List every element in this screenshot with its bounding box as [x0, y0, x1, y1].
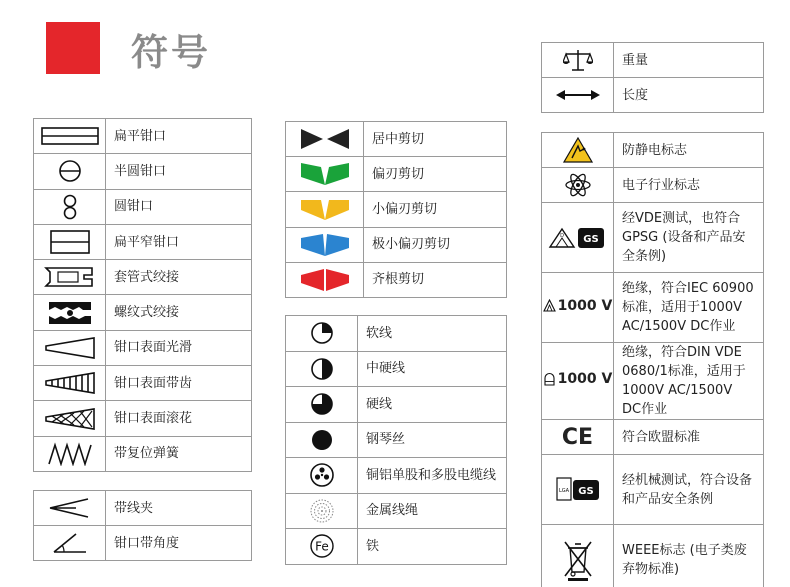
table-row — [34, 436, 252, 471]
center-cut-icon — [286, 122, 364, 157]
lga-gs-icon — [542, 455, 614, 525]
knurled-jaw-surface-icon — [34, 401, 106, 436]
table-row — [286, 122, 507, 157]
table-row — [286, 493, 507, 529]
vde-1000v-icon: 1000 V — [542, 343, 614, 420]
atom-icon — [542, 168, 614, 203]
bevel-cut-icon — [286, 157, 364, 192]
vde-gs-icon — [542, 203, 614, 273]
list-item-label: 钳口表面光滑 — [106, 330, 252, 365]
list-item-label: 重量 — [614, 43, 764, 78]
svg-text:GS: GS — [577, 485, 594, 497]
list-item-label: 电子行业标志 — [614, 168, 764, 203]
ce-mark-icon: CE — [542, 420, 614, 455]
half-round-jaw-icon — [34, 154, 106, 189]
table-row — [286, 387, 507, 423]
table-row — [34, 154, 252, 189]
clamp-table — [33, 490, 252, 561]
flat-jaw-icon — [34, 119, 106, 154]
list-item-label: 经VDE测试，也符合GPSG (设备和产品安全条例) — [614, 203, 764, 273]
certification-table — [541, 132, 764, 587]
table-row — [542, 203, 764, 273]
pliers-jaw-table — [33, 118, 252, 472]
stranded-cable-icon — [286, 458, 358, 494]
svg-text:GS: GS — [582, 233, 599, 245]
ferrule-crimp-icon — [34, 260, 106, 295]
iron-icon — [286, 529, 358, 565]
serrated-jaw-surface-icon — [34, 366, 106, 401]
return-spring-icon — [34, 436, 106, 471]
table-row — [286, 316, 507, 352]
thread-crimp-icon — [34, 295, 106, 330]
list-item-label: 齐根剪切 — [364, 262, 507, 297]
wire-type-table — [285, 315, 507, 565]
list-item-label: 硬线 — [358, 387, 507, 423]
list-item-label: 带线夹 — [106, 491, 252, 526]
table-row — [34, 491, 252, 526]
flat-narrow-jaw-icon — [34, 224, 106, 259]
list-item-label: 防静电标志 — [614, 133, 764, 168]
list-item-label: 钳口表面带齿 — [106, 366, 252, 401]
table-row — [34, 330, 252, 365]
table-row — [286, 227, 507, 262]
cutting-edge-table — [285, 121, 507, 298]
page-title: 符号 — [131, 31, 211, 74]
hard-wire-icon — [286, 387, 358, 423]
svg-text:LGA: LGA — [558, 487, 569, 494]
table-row — [542, 168, 764, 203]
list-item-label: 金属线绳 — [358, 493, 507, 529]
list-item-label: 带复位弹簧 — [106, 436, 252, 471]
list-item-label: 半圆钳口 — [106, 154, 252, 189]
table-row — [34, 119, 252, 154]
table-row — [286, 351, 507, 387]
table-row — [542, 133, 764, 168]
list-item-label: 螺纹式绞接 — [106, 295, 252, 330]
list-item-label: 居中剪切 — [364, 122, 507, 157]
list-item-label: 小偏刃剪切 — [364, 192, 507, 227]
table-row — [542, 43, 764, 78]
list-item-label: 圆钳口 — [106, 189, 252, 224]
table-row — [286, 422, 507, 458]
list-item-label: 长度 — [614, 78, 764, 113]
list-item-label: 钢琴丝 — [358, 422, 507, 458]
list-item-label: 钳口表面滚花 — [106, 401, 252, 436]
piano-wire-icon — [286, 422, 358, 458]
table-row — [286, 458, 507, 494]
table-row — [34, 526, 252, 561]
list-item-label: 软线 — [358, 316, 507, 352]
wire-rope-icon — [286, 493, 358, 529]
table-row — [34, 366, 252, 401]
table-row — [286, 192, 507, 227]
list-item-label: WEEE标志 (电子类废弃物标准) — [614, 525, 764, 587]
table-row — [34, 401, 252, 436]
list-item-label: 扁平窄钳口 — [106, 224, 252, 259]
table-row — [34, 295, 252, 330]
small-bevel-cut-icon — [286, 192, 364, 227]
list-item-label: 绝缘，符合DIN VDE 0680/1标准，适用于1000V AC/1500V DC作业 — [614, 343, 764, 420]
wire-clamp-icon — [34, 491, 106, 526]
list-item-label: 符合欧盟标准 — [614, 420, 764, 455]
medium-hard-wire-icon — [286, 351, 358, 387]
table-row — [286, 529, 507, 565]
smooth-jaw-surface-icon — [34, 330, 106, 365]
weee-bin-icon — [542, 525, 614, 587]
table-row — [34, 260, 252, 295]
esd-warning-icon — [542, 133, 614, 168]
table-row — [34, 189, 252, 224]
insulated-1000v-icon: 1000 V — [542, 273, 614, 343]
list-item-label: 绝缘，符合IEC 60900标准，适用于1000V AC/1500V DC作业 — [614, 273, 764, 343]
mini-bevel-cut-icon — [286, 227, 364, 262]
svg-text:Fe: Fe — [314, 539, 329, 554]
list-item-label: 中硬线 — [358, 351, 507, 387]
table-row — [542, 455, 764, 525]
svg-text:D: D — [559, 232, 564, 239]
list-item-label: 铁 — [358, 529, 507, 565]
list-item-label: 套管式绞接 — [106, 260, 252, 295]
list-item-label: 钳口带角度 — [106, 526, 252, 561]
soft-wire-icon — [286, 316, 358, 352]
table-row — [542, 525, 764, 587]
table-row — [286, 262, 507, 297]
table-row — [542, 78, 764, 113]
list-item-label: 经机械测试，符合设备和产品安全条例 — [614, 455, 764, 525]
list-item-label: 扁平钳口 — [106, 119, 252, 154]
scale-icon — [542, 43, 614, 78]
table-row — [542, 343, 764, 420]
list-item-label: 偏刃剪切 — [364, 157, 507, 192]
flush-cut-icon — [286, 262, 364, 297]
list-item-label: 铜铝单股和多股电缆线 — [358, 458, 507, 494]
measure-table — [541, 42, 764, 113]
angled-jaw-icon — [34, 526, 106, 561]
table-row — [286, 157, 507, 192]
table-row — [542, 273, 764, 343]
table-row — [542, 420, 764, 455]
list-item-label: 极小偏刃剪切 — [364, 227, 507, 262]
round-jaw-icon — [34, 189, 106, 224]
header-red-square — [46, 22, 100, 74]
length-arrow-icon — [542, 78, 614, 113]
table-row — [34, 224, 252, 259]
